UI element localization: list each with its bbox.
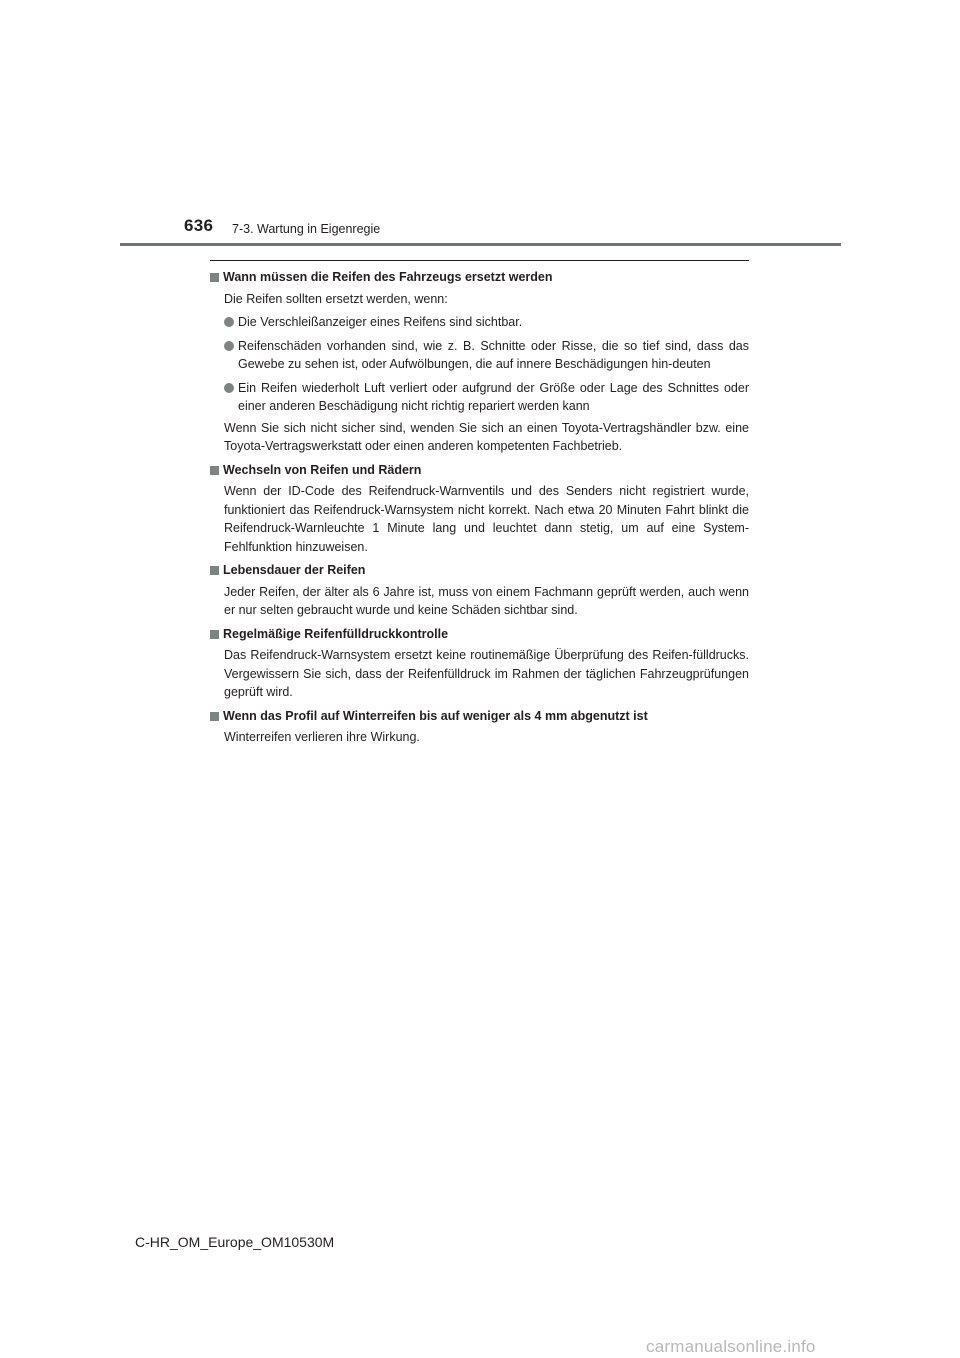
watermark[interactable]: carmanualsonline.info: [646, 1337, 816, 1356]
section-heading: [210, 625, 749, 644]
list-item-text: Ein Reifen wiederholt Luft verliert oder aufgrund der Größe oder Lage des Schnittes oder einer anderen Beschädigung nicht richtig repariert werden kann: [238, 380, 749, 413]
section-heading: [210, 561, 749, 580]
section-body: Jeder Reifen, der älter als 6 Jahre ist, muss von einem Fachmann geprüft werden, auch wenn er nur selten gebraucht wurde und keine Schäden sichtbar sind.: [224, 584, 749, 617]
section-heading-text: Wann müssen die Reifen des Fahrzeugs ersetzt werden: [223, 270, 553, 284]
section-body: Winterreifen verlieren ihre Wirkung.: [224, 730, 420, 744]
section-heading-text: Lebensdauer der Reifen: [223, 563, 366, 577]
square-bullet-icon: [210, 466, 219, 475]
page-number: 636: [184, 216, 214, 235]
square-bullet-icon: [210, 566, 219, 575]
section-outro: Wenn Sie sich nicht sicher sind, wenden Sie sich an einen Toyota-Vertragshändler bzw. eine Toyota-Vertragswerkstatt oder einen anderen kompetenten Fachbetrieb.: [224, 420, 749, 453]
section-intro: Die Reifen sollten ersetzt werden, wenn:: [224, 291, 448, 306]
round-bullet-icon: [224, 341, 234, 351]
section-title: 7-3. Wartung in Eigenregie: [232, 222, 381, 236]
section-heading: [210, 461, 749, 480]
round-bullet-icon: [224, 317, 234, 327]
content-divider: [210, 260, 749, 261]
list-item: [210, 337, 749, 374]
list-item: [210, 313, 749, 332]
header-divider: [120, 243, 841, 246]
list-item: [210, 379, 749, 416]
page-content: [210, 268, 749, 747]
square-bullet-icon: [210, 630, 219, 639]
list-item-text: Die Verschleißanzeiger eines Reifens sind sichtbar.: [238, 315, 523, 329]
section-heading-text: Wenn das Profil auf Winterreifen bis auf weniger als 4 mm abgenutzt ist: [223, 708, 648, 723]
square-bullet-icon: [210, 273, 219, 282]
section-heading: [210, 268, 749, 287]
section-body: Das Reifendruck-Warnsystem ersetzt keine routinemäßige Überprüfung des Reifen-fülldrucks. Vergewissern Sie sich, dass der Reifenfülldruck im Rahmen der täglichen Fahrzeugprüfungen geprüft wird.: [224, 648, 749, 699]
footer-doc-id: C-HR_OM_Europe_OM10530M: [135, 1234, 335, 1250]
section-heading: [210, 707, 749, 726]
section-heading-text: Wechseln von Reifen und Rädern: [223, 462, 422, 477]
list-item-text: Reifenschäden vorhanden sind, wie z. B. Schnitte oder Risse, die so tief sind, dass das Gewebe zu sehen ist, oder Aufwölbungen, die auf innere Beschädigungen hin-deuten: [238, 338, 749, 371]
square-bullet-icon: [210, 712, 219, 721]
section-body: Wenn der ID-Code des Reifendruck-Warnventils und des Senders nicht registriert wurde, funktioniert das Reifendruck-Warnsystem nicht korrekt. Nach etwa 20 Minuten Fahrt blinkt die Reifendruck-Warnleuchte 1 Minute lang und leuchtet dann stetig, um auf eine System-Fehlfunktion hinzuweisen.: [224, 484, 749, 554]
round-bullet-icon: [224, 383, 234, 393]
section-heading-text: Regelmäßige Reifenfülldruckkontrolle: [223, 626, 449, 641]
